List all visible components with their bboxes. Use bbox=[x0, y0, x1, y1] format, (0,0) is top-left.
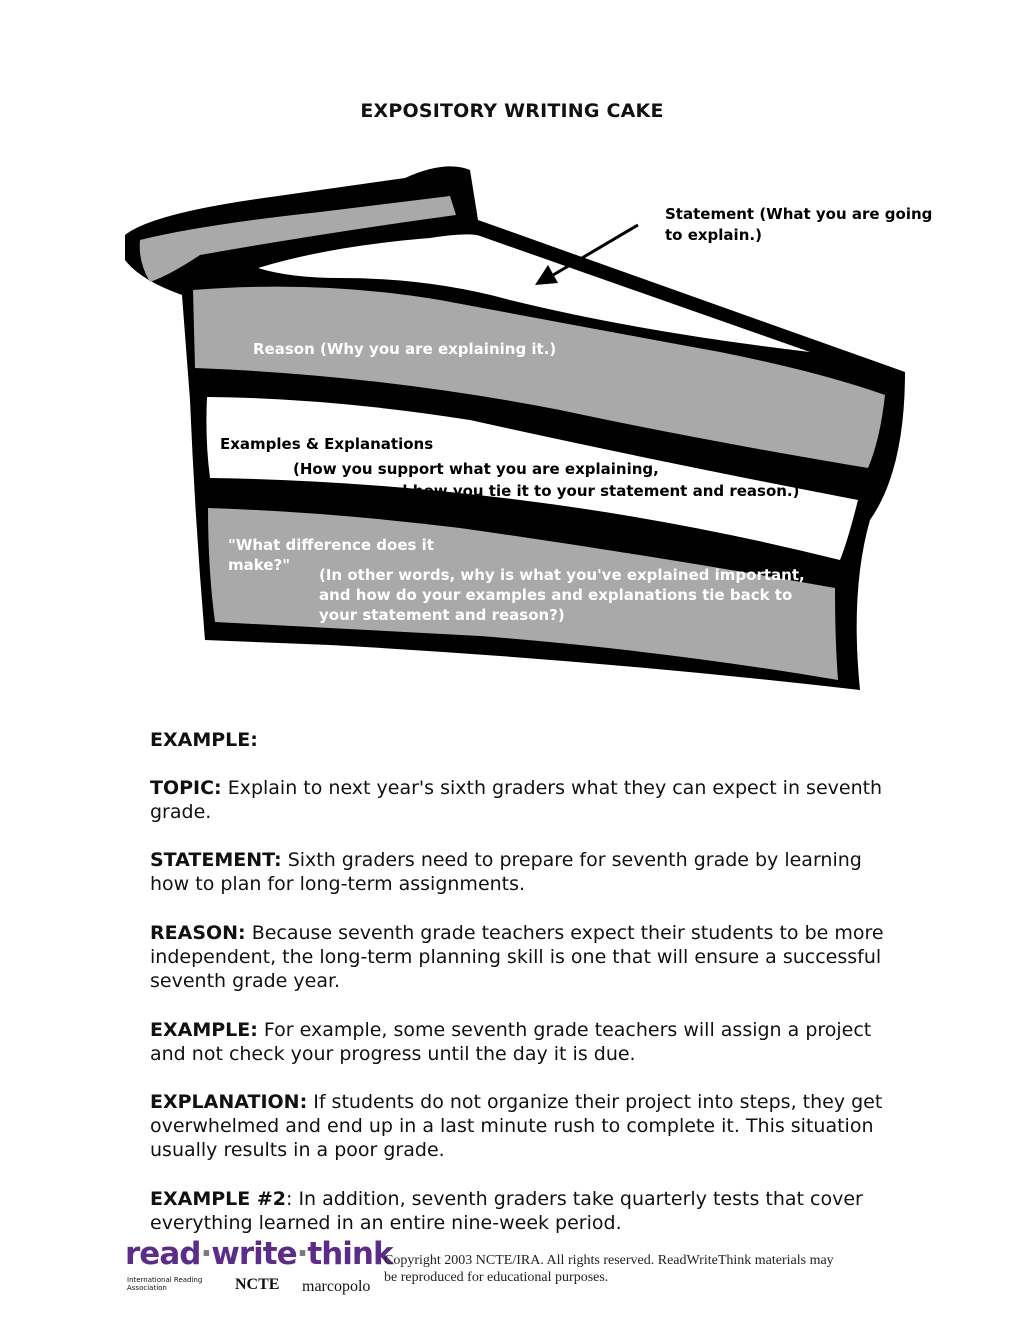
reason-label: Reason (Why you are explaining it.) bbox=[253, 340, 557, 358]
explanation-paragraph: EXPLANATION: If students do not organize their project into steps, they get overwhelmed and end up in a last minute rush to complete it. This situation usually results in a poor grade. bbox=[150, 1091, 883, 1161]
difference-label-2: make?" bbox=[228, 556, 291, 574]
difference-label-1: "What difference does it bbox=[228, 536, 434, 554]
marcopolo-logo: marcopolo bbox=[302, 1278, 371, 1295]
statement-label: Statement (What you are going to explain.) bbox=[665, 205, 933, 244]
examples-detail-2: and how you tie it to your statement and reason.) bbox=[376, 482, 800, 500]
ncte-logo: NCTE bbox=[235, 1276, 280, 1293]
readwritethink-logo: read·write·think International Reading Association NCTE marcopolo bbox=[125, 1236, 393, 1295]
page-title: EXPOSITORY WRITING CAKE bbox=[360, 100, 664, 122]
topic-paragraph: TOPIC: Explain to next year's sixth graders what they can expect in seventh grade. bbox=[150, 777, 883, 823]
example-paragraph: EXAMPLE: For example, some seventh grade teachers will assign a project and not check your progress until the day it is due. bbox=[150, 1019, 872, 1065]
copyright-notice: Copyright 2003 NCTE/IRA. All rights reserved. ReadWriteThink materials may be reproduced for educational purposes. bbox=[384, 1253, 834, 1285]
statement-paragraph: STATEMENT: Sixth graders need to prepare for seventh grade by learning how to plan for long-term assignments. bbox=[150, 849, 862, 895]
difference-detail-2: and how do your examples and explanations tie back to bbox=[319, 586, 793, 604]
example-heading: EXAMPLE: bbox=[150, 729, 258, 751]
reason-paragraph: REASON: Because seventh grade teachers expect their students to be more independent, the long-term planning skill is one that will ensure a successful seventh grade year. bbox=[150, 922, 884, 992]
example2-paragraph: EXAMPLE #2: In addition, seventh graders take quarterly tests that cover everything learned in an entire nine-week period. bbox=[150, 1188, 863, 1234]
difference-detail-1: (In other words, why is what you've explained important, bbox=[319, 566, 805, 584]
examples-label: Examples & Explanations bbox=[220, 435, 434, 453]
examples-detail-1: (How you support what you are explaining, bbox=[293, 460, 659, 478]
difference-detail-3: your statement and reason?) bbox=[319, 606, 565, 624]
ira-logo: International Reading Association bbox=[127, 1276, 203, 1292]
